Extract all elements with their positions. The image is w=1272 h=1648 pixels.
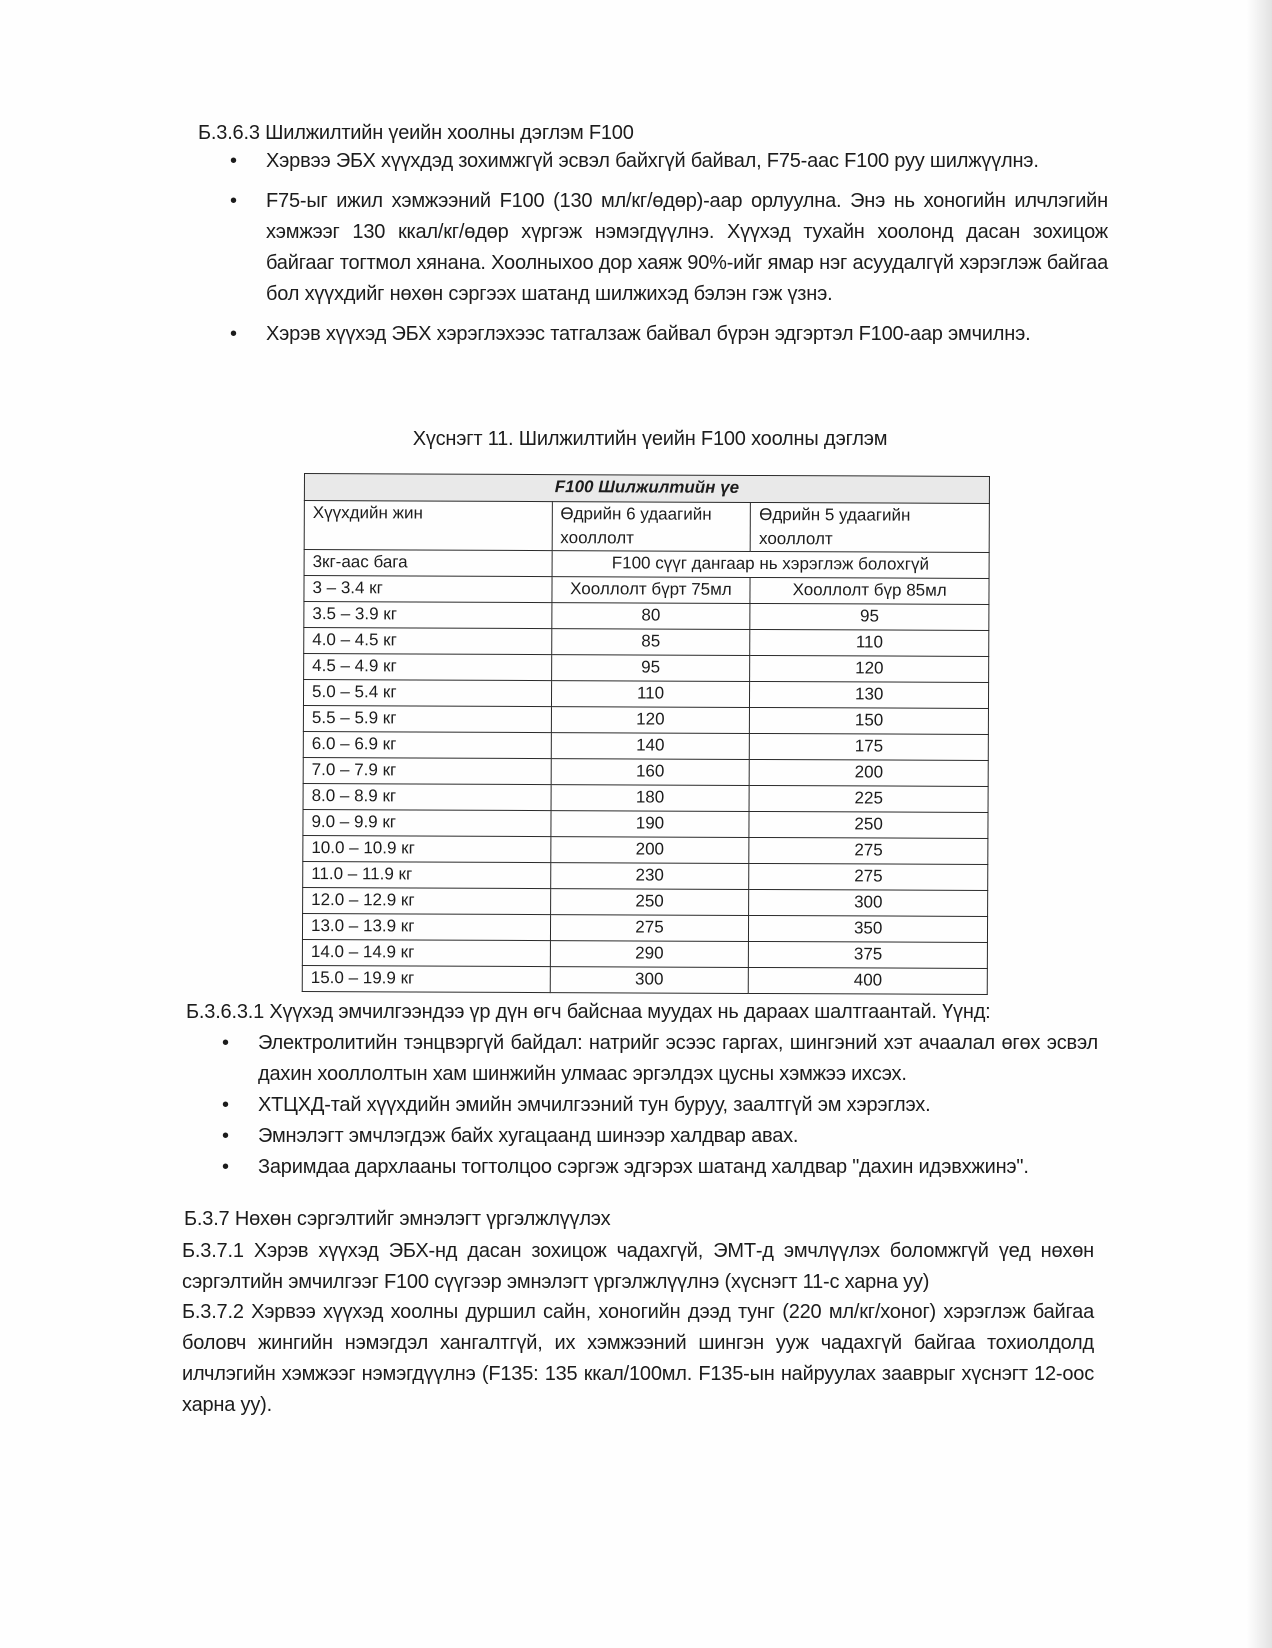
section-b3631-bullet-list [230, 146, 1108, 350]
table-row: 15.0 – 19.9 кг 300 400 [302, 965, 987, 994]
section-b371-paragraph: Б.3.7.1 Хэрэв хүүхэд ЭБХ-нд дасан зохицож чадахгүй, ЭМТ-д эмчлүүлэх боломжгүй үед нөхөн сэргэлтийн эмчилгээг F100 сүүгээр эмнэлэгт үргэлжлүүлнэ (хүснэгт 11-с харна уу) [182, 1240, 1094, 1293]
table-row: 11.0 – 11.9 кг 230 275 [303, 861, 988, 890]
table-row: 12.0 – 12.9 кг 250 300 [303, 887, 988, 916]
section-b37-heading: Б.3.7 Нөхөн сэргэлтийг эмнэлэгт үргэлжлүүлэх [184, 1208, 611, 1230]
section-b372-paragraph: Б.3.7.2 Хэрвээ хүүхэд хоолны дуршил сайн, хоногийн дээд тунг (220 мл/кг/хоног) хэрэглэж байгаа боловч жингийн нэмэгдэл хангалтгүй, их хэмжээний шингэн ууж чадахгүй байгаа тохиолдолд илчлэгийн хэмжээг нэмэгдүүлнэ (F135: 135 ккал/100мл. F135-ын найруулах зааврыг хүснэгт 12-оос харна уу). [182, 1301, 1094, 1416]
bullet-icon: • [230, 190, 237, 212]
bullet-icon: • [222, 1125, 229, 1147]
bullet-icon: • [230, 323, 237, 345]
table-title-row [304, 474, 989, 504]
scan-edge-shadow [1246, 0, 1272, 1648]
bullet-item: • Эмнэлэгт эмчлэгдэж байх хугацаанд шинээр халдвар авах. [222, 1121, 1098, 1152]
table-row: 13.0 – 13.9 кг 275 350 [302, 913, 987, 942]
table-row: 5.5 – 5.9 кг 120 150 [303, 705, 988, 734]
table-header-row [304, 501, 989, 553]
bullet-item: • Хэрвээ ЭБХ хүүхдэд зохимжгүй эсвэл байхгүй байвал, F75-аас F100 руу шилжүүлнэ. [230, 146, 1108, 177]
table-row: 6.0 – 6.9 кг 140 175 [303, 731, 988, 760]
section-b3631-heading: Б.3.6.3 Шилжилтийн үеийн хоолны дэглэм F100 [198, 122, 634, 144]
bullet-item: • F75-ыг ижил хэмжээний F100 (130 мл/кг/өдөр)-аар орлуулна. Энэ нь хоногийн илчлэгийн хэмжээг 130 ккал/кг/өдөр хүргэж нэмэгдүүлнэ. Хүүхэд тухайн хоолонд дасан зохицож байгааг тогтмол хянана. Хоолныхоо дор хаяж 90%-ийг ямар нэг асуудалгүй хэрэглэж байгаа бол хүүхдийг нөхөн сэргээх шатанд шилжихэд бэлэн гэж үзнэ. [230, 186, 1108, 310]
bullet-item: • Заримдаа дархлааны тогтолцоо сэргэж эдгэрэх шатанд халдвар "дахин идэвхжинэ". [222, 1152, 1098, 1183]
f100-transition-table [302, 473, 990, 995]
table-caption: Хүснэгт 11. Шилжилтийн үеийн F100 хоолны дэглэм [412, 428, 888, 450]
table-row: 5.0 – 5.4 кг 110 130 [303, 680, 988, 709]
column-header: Хүүхдийн жин [304, 501, 552, 551]
table-row: 9.0 – 9.9 кг 190 250 [303, 809, 988, 838]
bullet-item: • Электролитийн тэнцвэргүй байдал: натрийг эсээс гаргах, шингэний хэт ачаалал өгөх эсвэл дахин хооллолтын хам шинжийн улмаас эргэлдэх цусны хэмжээ ихсэх. [222, 1028, 1098, 1090]
bullet-icon: • [222, 1032, 229, 1054]
table-row: 8.0 – 8.9 кг 180 225 [303, 783, 988, 812]
column-header: Өдрийн 6 удаагийн хооллолт [552, 502, 751, 552]
section-b36331-intro: Б.3.6.3.1 Хүүхэд эмчилгээндээ үр дүн өгч байснаа муудах нь дараах шалтгаантай. Үүнд: [186, 1001, 991, 1023]
column-header: Өдрийн 5 удаагийн хооллолт [751, 502, 990, 552]
bullet-icon: • [222, 1094, 229, 1116]
bullet-icon: • [230, 150, 237, 172]
bullet-icon: • [222, 1156, 229, 1178]
bullet-item: • ХТЦХД-тай хүүхдийн эмийн эмчилгээний тун буруу, заалтгүй эм хэрэглэх. [222, 1090, 1098, 1121]
table-row: 14.0 – 14.9 кг 290 375 [302, 939, 987, 968]
section-b36331-bullet-list [222, 1028, 1098, 1183]
bullet-item: • Хэрэв хүүхэд ЭБХ хэрэглэхээс татгалзаж байвал бүрэн эдгэртэл F100-аар эмчилнэ. [230, 319, 1108, 350]
table-row: 3 – 3.4 кг Хооллолт бүрт 75мл Хооллолт бүр 85мл [304, 576, 989, 605]
table-row: 10.0 – 10.9 кг 200 275 [303, 835, 988, 864]
note-cell: F100 сүүг дангаар нь хэрэглэж болохгүй [552, 551, 989, 579]
weight-cell: 3кг-аас бага [304, 550, 552, 577]
table-row: 4.0 – 4.5 кг 85 110 [304, 628, 989, 657]
table-row: 4.5 – 4.9 кг 95 120 [304, 654, 989, 683]
table-title: F100 Шилжилтийн үе [304, 474, 989, 504]
table-row [304, 550, 989, 579]
table-row: 3.5 – 3.9 кг 80 95 [304, 602, 989, 631]
table-row: 7.0 – 7.9 кг 160 200 [303, 757, 988, 786]
